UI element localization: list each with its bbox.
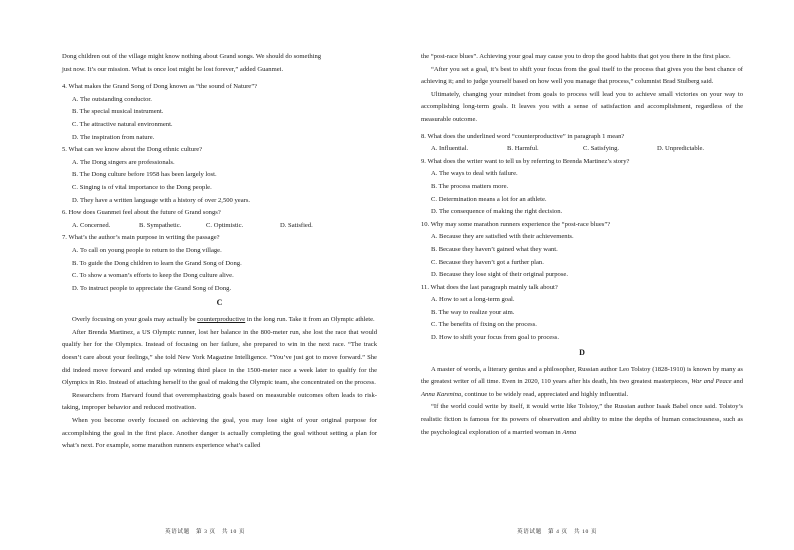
question-5-stem: 5. What can we know about the Dong ethnic culture? xyxy=(62,146,203,154)
question-8-option-a: A. Influential. xyxy=(431,145,469,153)
left-column xyxy=(62,51,377,453)
passage-d-paragraph-2 xyxy=(421,401,743,439)
intro-line-2: just now. It’s our mission. What is once lost might be lost forever,” added Guanmei. xyxy=(62,65,284,73)
question-10-stem: 10. Why may some marathon runners experience the “post-race blues”? xyxy=(421,220,611,228)
question-9 xyxy=(421,156,743,219)
question-8-stem: 8. What does the underlined word “counterproductive” in paragraph 1 mean? xyxy=(421,132,625,140)
question-6-option-c: C. Optimistic. xyxy=(206,221,244,229)
intro-line-1: Dong children out of the village might know nothing about Grand songs. We should do something xyxy=(62,53,322,60)
question-9-option-c: C. Determination means a lot for an athlete. xyxy=(431,195,547,203)
question-11 xyxy=(421,282,743,345)
passage-d-p1-a: A master of words, a literary genius and a philosopher, Russian author Leo Tolstoy (1828-1910) is known by many as the greatest writer of all time. Even in 2020, 110 years after his death, his two greatest masterpieces, xyxy=(421,365,743,386)
question-8-option-c: C. Satisfying. xyxy=(583,145,620,153)
question-6-option-d: D. Satisfied. xyxy=(280,221,313,229)
question-8-options xyxy=(421,143,743,156)
question-9-option-b: B. The process matters more. xyxy=(431,182,509,190)
question-6 xyxy=(62,207,377,232)
question-9-option-a: A. The ways to deal with failure. xyxy=(431,170,518,178)
section-c-heading: C xyxy=(216,298,223,308)
question-4-option-b: B. The special musical instrument. xyxy=(72,108,164,116)
book-title-anna: Anna xyxy=(562,428,577,436)
passage-d-p1-and: and xyxy=(731,378,743,386)
question-9-option-d: D. The consequence of making the right decision. xyxy=(431,208,563,216)
question-5-option-a: A. The Dong singers are professionals. xyxy=(72,158,175,166)
passage-c-ultimately-paragraph: Ultimately, changing your mindset from goals to process will lead you to achieve small victories on your way to accomplishing long-term goals. It leaves you with a sense of satisfaction and accomplishment, regardless of the measurable outcome. xyxy=(421,90,743,123)
question-8-option-d: D. Unpredictable. xyxy=(657,145,705,153)
question-11-option-d: D. How to shift your focus from goal to process. xyxy=(431,334,560,342)
question-11-option-a: A. How to set a long-term goal. xyxy=(431,296,515,304)
passage-c-paragraph-2: After Brenda Martinez, a US Olympic runner, lost her balance in the 800-meter run, she lost the race that would qualify her for the Olympics. Instead of focusing on her failure, she prepared to win in the next race. “The track doesn’t care about your feelings,” she told New York Magazine Intelligence. “You’ve just got to move forward.” She did indeed move forward and ended up winning third place in the 1500-meter race a week later to qualify for the Olympics in Rio. Instead of attaching herself to the goal of making the Olympic team, she concentrated on the process. xyxy=(62,328,377,387)
question-7-option-c: C. To show a woman’s efforts to keep the Dong culture alive. xyxy=(72,272,234,280)
question-7-option-b: B. To guide the Dong children to learn the Grand Song of Dong. xyxy=(72,259,242,267)
right-page-footer: 英语试题 第 4 页 共 10 页 xyxy=(517,529,598,535)
question-10 xyxy=(421,219,743,282)
question-5-option-c: C. Singing is of vital importance to the Dong people. xyxy=(72,183,212,191)
section-d-heading: D xyxy=(579,347,585,357)
passage-c-paragraph-4: When you become overly focused on achieving the goal, you may lose sight of your original purpose for accomplishing the goal in the first place. Another danger is actually completing the goal without setting a plan for what’s next. For example, some marathon runners experience what’s called xyxy=(62,417,377,450)
question-10-option-c: C. Because they haven’t got a further plan. xyxy=(431,258,544,266)
question-5-option-d: D. They have a written language with a history of over 2,500 years. xyxy=(72,196,251,204)
passage-c-continued: the “post-race blues”. Achieving your goal may cause you to drop the good habits that got you there in the first place. xyxy=(421,53,731,60)
question-8-option-b: B. Harmful. xyxy=(507,145,539,153)
question-10-option-a: A. Because they are satisfied with their achievements. xyxy=(431,233,574,241)
question-9-stem: 9. What does the writer want to tell us by referring to Brenda Martinez’s story? xyxy=(421,157,630,165)
question-10-option-b: B. Because they haven’t gained what they want. xyxy=(431,245,558,253)
question-7 xyxy=(62,232,377,295)
passage-c-paragraph-3: Researchers from Harvard found that overemphasizing goals based on measurable outcomes often leads to risk-taking, improper behavior and reduced motivation. xyxy=(62,391,377,412)
question-4-option-d: D. The inspiration from nature. xyxy=(72,133,155,141)
question-10-option-d: D. Because they lose sight of their original purpose. xyxy=(431,271,568,279)
book-title-anna-karenina: Anna Karenina xyxy=(421,390,462,398)
question-11-stem: 11. What does the last paragraph mainly talk about? xyxy=(421,283,558,291)
question-5 xyxy=(62,144,377,207)
passage-d-paragraph-1 xyxy=(421,364,743,402)
question-7-option-a: A. To call on young people to return to the Dong village. xyxy=(72,246,222,254)
right-column xyxy=(421,51,743,439)
question-4-stem: 4. What makes the Grand Song of Dong known as “the sound of Nature”? xyxy=(62,83,258,91)
question-6-option-b: B. Sympathetic. xyxy=(139,221,182,229)
question-11-option-c: C. The benefits of fixing on the process. xyxy=(431,321,537,329)
book-title-war-and-peace: War and Peace xyxy=(691,378,732,386)
passage-d-p1-b: , continue to be widely read, appreciated and highly influential. xyxy=(461,390,629,398)
question-6-stem: 6. How does Guanmei feel about the future of Grand songs? xyxy=(62,209,221,217)
right-page xyxy=(397,0,794,550)
question-6-options xyxy=(62,220,377,233)
question-11-option-b: B. The way to realize your aim. xyxy=(431,308,515,316)
question-7-option-d: D. To instruct people to appreciate the Grand Song of Dong. xyxy=(72,284,232,292)
question-4-option-a: A. The outstanding conductor. xyxy=(72,95,152,103)
passage-d-p2-a: “If the world could write by itself, it would write like Tolstoy,” the Russian author Isaak Babel once said. Tolstoy’s realistic fiction is famous for its powers of observation and ability to mine the depths of human consciousness, such as the psychological exploration of a married woman in xyxy=(421,403,743,436)
question-8 xyxy=(421,131,743,156)
question-4-option-c: C. The attractive natural environment. xyxy=(72,120,173,128)
passage-c-stulberg-paragraph: “After you set a goal, it’s best to shift your focus from the goal itself to the process that gives you the best chance of achieving it; and to judge yourself based on how well you manage that process,” columnist Brad Stulberg said. xyxy=(421,65,743,86)
question-5-option-b: B. The Dong culture before 1958 has been largely lost. xyxy=(72,171,217,179)
left-page-footer: 英语试题 第 3 页 共 10 页 xyxy=(165,529,246,535)
passage-c-p1-after: in the long run. Take it from an Olympic athlete. xyxy=(245,316,375,324)
question-6-option-a: A. Concerned. xyxy=(72,221,111,229)
question-4 xyxy=(62,81,377,144)
underlined-word: counterproductive xyxy=(197,316,246,324)
passage-c-paragraph-1 xyxy=(62,314,377,327)
passage-c-p1-before: Overly focusing on your goals may actually be xyxy=(72,316,198,324)
question-7-stem: 7. What’s the author’s main purpose in writing the passage? xyxy=(62,234,220,242)
